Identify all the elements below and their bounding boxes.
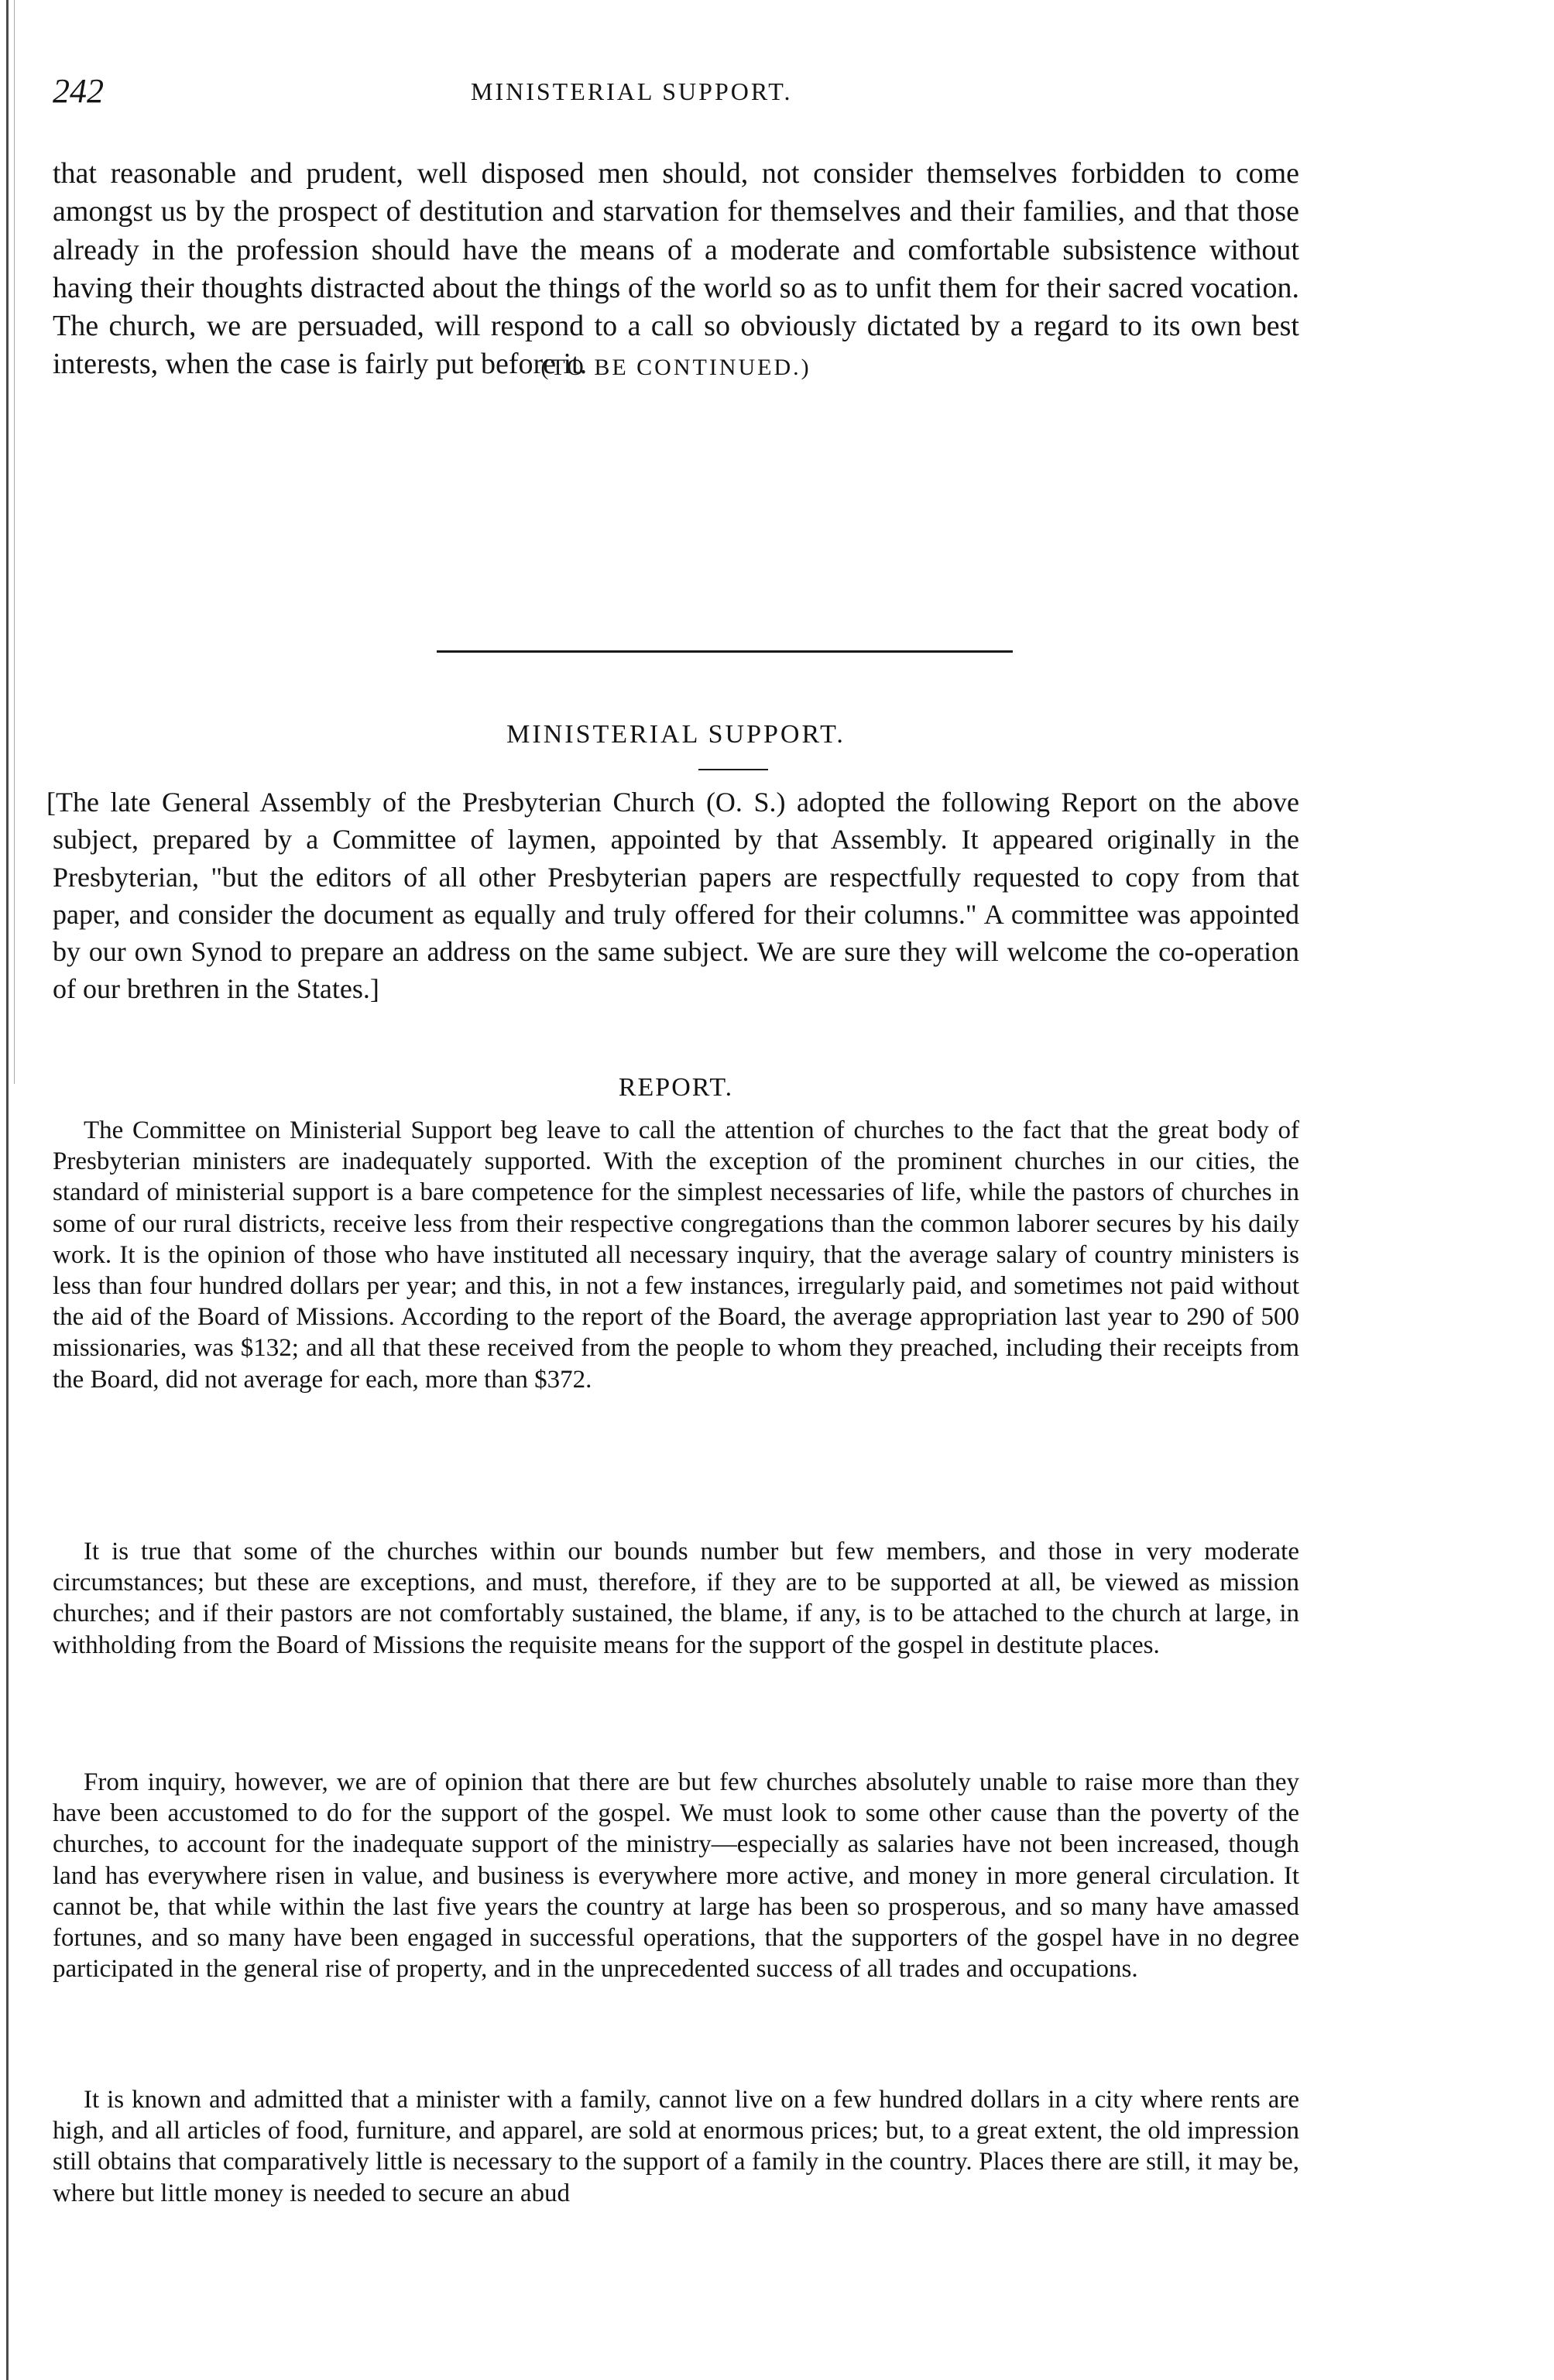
paragraph-text: It is true that some of the churches within our bounds number but few members, and those in very moderate circumstances; but these are exceptions, and must, therefore, if they are to be supported at all, be viewed as mission churches; and if their pastors are not comfortably sustained, the blame, if any, is to be attached to the church at large, in withholding from the Board of Missions the requisite means for the support of the gospel in destitute places. [53,1538,1299,1659]
page-header [53,71,1299,118]
paragraph-text: It is known and admitted that a minister with a family, cannot live on a few hundred dollars in a city where rents are high, and all articles of food, furniture, and apparel, are sold at enormous prices; but, to a great extent, the old impression still obtains that comparatively little is necessary to the support of a family in the country. Places there are still, it may be, where but little money is needed to secure an abud [53,2086,1299,2207]
report-paragraph-3 [53,1767,1299,1984]
paragraph-text: From inquiry, however, we are of opinion that there are but few churches absolutely unable to raise more than they have been accustomed to do for the support of the gospel. We must look to some other cause than the poverty of the churches, to account for the inadequate support of the ministry—especially as salaries have not been increased, though land has everywhere risen in value, and business is everywhere more active, and money in more general circulation. It cannot be, that while within the last five years the country at large has been so prosperous, and so many have amassed fortunes, and so many have been engaged in successful operations, that the supporters of the gospel have in no degree participated in the general rise of property, and in the unprecedented success of all trades and occupations. [53,1768,1299,1984]
closing-paragraph: that reasonable and prudent, well disposed men should, not consider themselves forbidden to come amongst us by the prospect of destitution and starvation for themselves and their families, and that those already in the profession should have the means of a moderate and comfortable subsistence without having their thoughts distracted about the things of the world so as to unfit them for their sacred vocation. The church, we are persuaded, will respond to a call so obviously dictated by a regard to its own best interests, when the case is fairly put before it. [53,157,1299,381]
editorial-intro [46,784,1299,1008]
intro-paragraph: [The late General Assembly of the Presbyterian Church (O. S.) adopted the following Report on the above subject, prepared by a Committee of laymen, appointed by that Assembly. It appeared originally in the Presbyterian, "but the editors of all other Presbyterian papers are respectfully requested to copy from that paper, and consider the document as equally and truly offered for their columns." A committee was appointed by our own Synod to prepare an address on the same subject. We are sure they will welcome the co-operation of our brethren in the States.] [46,787,1299,1005]
page-number: 242 [53,72,104,110]
report-heading: REPORT. [618,1073,734,1102]
report-paragraph-2 [53,1536,1299,1661]
section-divider-rule [437,650,1013,653]
binding-edge-line [6,0,9,2380]
running-head: MINISTERIAL SUPPORT. [471,77,793,105]
previous-article-ending [53,155,1299,384]
title-underline [698,769,768,770]
to-be-continued-note: (TO BE CONTINUED.) [540,355,811,380]
paragraph-text: The Committee on Ministerial Support beg leave to call the attention of churches to the fact that the great body of Presbyterian ministers are inadequately supported. With the exception of the prominent churches in our cities, the standard of ministerial support is a bare competence for the simplest necessaries of life, while the pastors of churches in some of our rural districts, receive less from their respective congregations than the common laborer secures by his daily work. It is the opinion of those who have instituted all necessary inquiry, that the average salary of country ministers is less than four hundred dollars per year; and this, in not a few instances, irregularly paid, and sometimes not paid without the aid of the Board of Missions. According to the report of the Board, the average appropriation last year to 290 of 500 missionaries, was $132; and all that these received from the people to whom they preached, including their receipts from the Board, did not average for each, more than $372. [53,1116,1299,1394]
report-paragraph-1 [53,1115,1299,1395]
binding-edge-line-secondary [14,0,15,1084]
article-title: MINISTERIAL SUPPORT. [506,720,846,749]
report-paragraph-4 [53,2084,1299,2209]
